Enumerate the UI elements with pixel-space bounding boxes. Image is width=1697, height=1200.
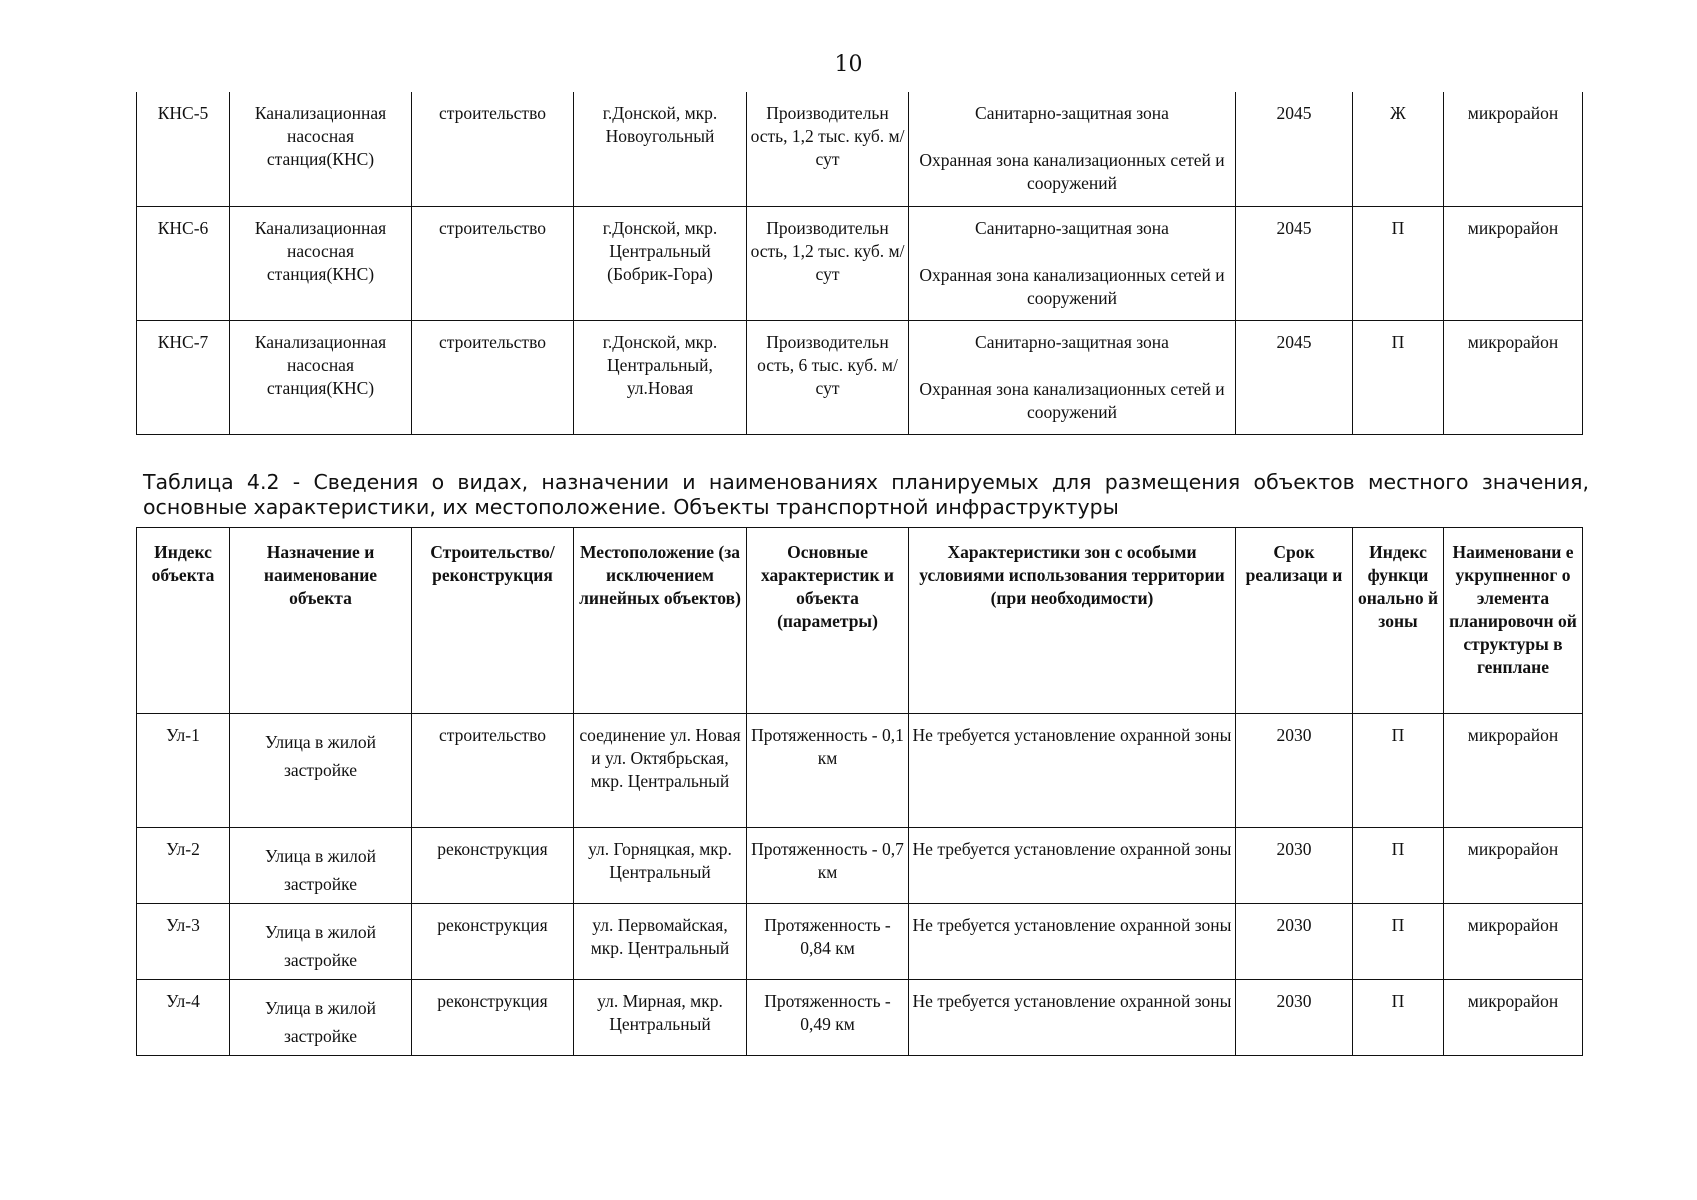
construction-type: реконструкция [412, 828, 574, 904]
planning-element: микрорайон [1444, 92, 1583, 206]
object-params: Протяженность - 0,7 км [747, 828, 909, 904]
zone-characteristics: Не требуется установление охранной зоны [909, 980, 1236, 1056]
object-location: г.Донской, мкр. Новоугольный [574, 92, 747, 206]
transport-infrastructure-table [136, 527, 1583, 1056]
object-index: Ул-1 [137, 714, 230, 828]
table-row [137, 980, 1583, 1056]
sanitary-zone: Санитарно-защитная зона [975, 217, 1169, 238]
object-index: Ул-3 [137, 904, 230, 980]
header-zones: Характеристики зон с особыми условиями использования территории (при необходимости) [909, 528, 1236, 714]
table-row [137, 904, 1583, 980]
realization-year: 2030 [1236, 904, 1353, 980]
planning-element: микрорайон [1444, 828, 1583, 904]
object-name: Улица в жилой застройке [230, 714, 412, 828]
header-element: Наименовани е укрупненног о элемента планировочн ой структуры в генплане [1444, 528, 1583, 714]
object-params: Производительн ость, 1,2 тыс. куб. м/сут [747, 206, 909, 320]
table-row [137, 92, 1583, 206]
planning-element: микрорайон [1444, 904, 1583, 980]
functional-zone-index: Ж [1353, 92, 1444, 206]
protection-zone: Охранная зона канализационных сетей и сооружений [919, 264, 1225, 308]
object-index: КНС-5 [137, 92, 230, 206]
zone-characteristics [909, 320, 1236, 434]
construction-type: строительство [412, 92, 574, 206]
header-location: Местоположение (за исключением линейных объектов) [574, 528, 747, 714]
object-location: ул. Горняцкая, мкр. Центральный [574, 828, 747, 904]
object-location: г.Донской, мкр. Центральный, ул.Новая [574, 320, 747, 434]
table-row [137, 206, 1583, 320]
header-year: Срок реализаци и [1236, 528, 1353, 714]
sanitary-zone: Санитарно-защитная зона [975, 331, 1169, 352]
functional-zone-index: П [1353, 714, 1444, 828]
planning-element: микрорайон [1444, 980, 1583, 1056]
table-row [137, 828, 1583, 904]
functional-zone-index: П [1353, 904, 1444, 980]
protection-zone: Охранная зона канализационных сетей и сооружений [919, 378, 1225, 422]
planning-element: микрорайон [1444, 206, 1583, 320]
construction-type: реконструкция [412, 904, 574, 980]
table-row [137, 320, 1583, 434]
construction-type: реконструкция [412, 980, 574, 1056]
table-header-row [137, 528, 1583, 714]
sewage-stations-table [136, 92, 1583, 435]
zone-characteristics [909, 206, 1236, 320]
page-number: 10 [834, 52, 863, 77]
realization-year: 2030 [1236, 980, 1353, 1056]
header-name: Назначение и наименование объекта [230, 528, 412, 714]
table-row [137, 714, 1583, 828]
object-params: Протяженность - 0,49 км [747, 980, 909, 1056]
construction-type: строительство [412, 320, 574, 434]
object-index: КНС-6 [137, 206, 230, 320]
object-params: Производительн ость, 1,2 тыс. куб. м/сут [747, 92, 909, 206]
zone-characteristics: Не требуется установление охранной зоны [909, 904, 1236, 980]
object-location: ул. Мирная, мкр. Центральный [574, 980, 747, 1056]
construction-type: строительство [412, 714, 574, 828]
object-name: Канализационная насосная станция(КНС) [230, 92, 412, 206]
zone-characteristics [909, 92, 1236, 206]
object-name: Канализационная насосная станция(КНС) [230, 320, 412, 434]
object-name: Улица в жилой застройке [230, 828, 412, 904]
functional-zone-index: П [1353, 320, 1444, 434]
zone-characteristics: Не требуется установление охранной зоны [909, 828, 1236, 904]
object-location: г.Донской, мкр. Центральный (Бобрик-Гора) [574, 206, 747, 320]
object-location: соединение ул. Новая и ул. Октябрьская, мкр. Центральный [574, 714, 747, 828]
header-index: Индекс объекта [137, 528, 230, 714]
protection-zone: Охранная зона канализационных сетей и сооружений [919, 150, 1225, 193]
object-index: Ул-2 [137, 828, 230, 904]
object-params: Протяженность - 0,1 км [747, 714, 909, 828]
sanitary-zone: Санитарно-защитная зона [975, 103, 1169, 123]
realization-year: 2045 [1236, 320, 1353, 434]
realization-year: 2045 [1236, 92, 1353, 206]
object-name: Улица в жилой застройке [230, 980, 412, 1056]
planning-element: микрорайон [1444, 320, 1583, 434]
header-params: Основные характеристик и объекта (параметры) [747, 528, 909, 714]
functional-zone-index: П [1353, 980, 1444, 1056]
construction-type: строительство [412, 206, 574, 320]
functional-zone-index: П [1353, 206, 1444, 320]
object-params: Протяженность - 0,84 км [747, 904, 909, 980]
object-index: Ул-4 [137, 980, 230, 1056]
object-location: ул. Первомайская, мкр. Центральный [574, 904, 747, 980]
object-name: Улица в жилой застройке [230, 904, 412, 980]
planning-element: микрорайон [1444, 714, 1583, 828]
zone-characteristics: Не требуется установление охранной зоны [909, 714, 1236, 828]
object-index: КНС-7 [137, 320, 230, 434]
table-caption: Таблица 4.2 - Сведения о видах, назначении и наименованиях планируемых для размещения объектов местного значения, основные характеристики, их местоположение. Объекты транспортной инфраструктуры [143, 470, 1589, 519]
functional-zone-index: П [1353, 828, 1444, 904]
realization-year: 2045 [1236, 206, 1353, 320]
realization-year: 2030 [1236, 828, 1353, 904]
header-func-zone: Индекс функци онально й зоны [1353, 528, 1444, 714]
realization-year: 2030 [1236, 714, 1353, 828]
object-name: Канализационная насосная станция(КНС) [230, 206, 412, 320]
object-params: Производительн ость, 6 тыс. куб. м/сут [747, 320, 909, 434]
header-construction: Строительство/ реконструкция [412, 528, 574, 714]
